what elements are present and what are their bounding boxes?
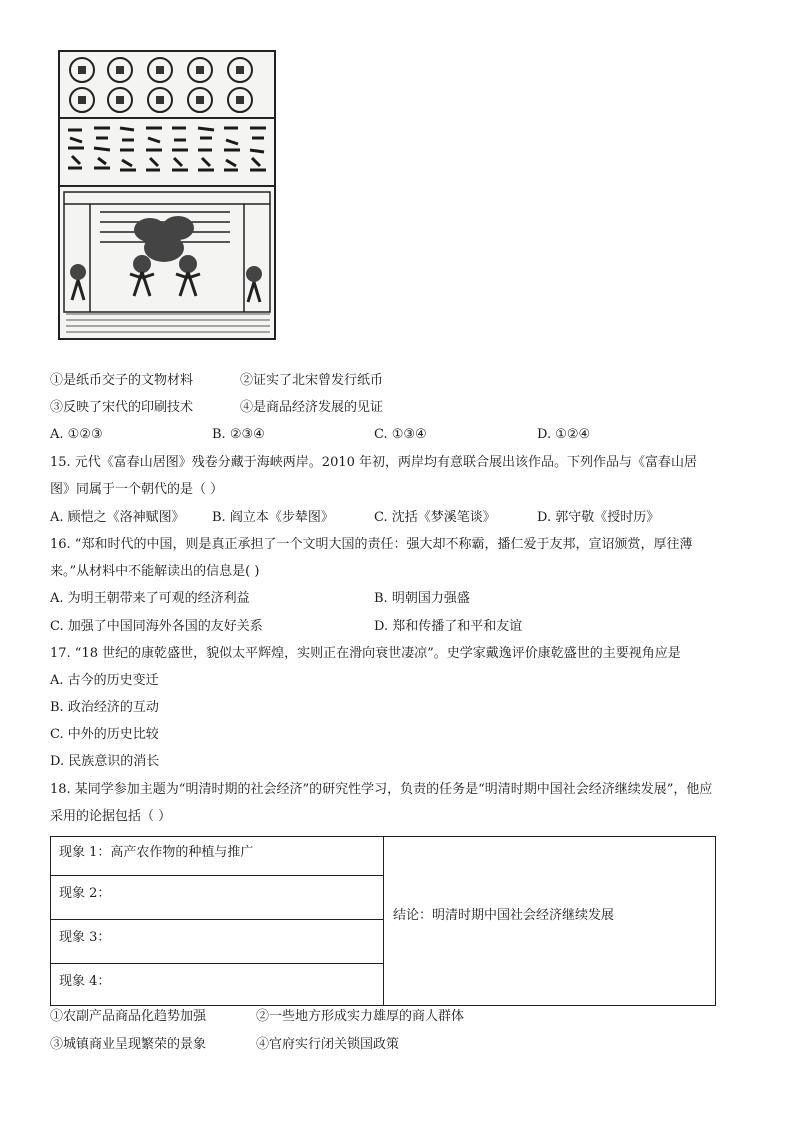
table-conclusion: 结论：明清时期中国社会经济继续发展: [393, 908, 615, 923]
table-phenomenon-4: 现象 4：: [59, 974, 111, 989]
q17-option-d[interactable]: D. 民族意识的消长: [50, 754, 160, 769]
q16-stem-line-1: 16. “郑和时代的中国，则是真正承担了一个文明大国的责任：强大却不称霸，播仁爱于友邦，宣诏颁赏，厚往薄: [50, 537, 693, 552]
q15-option-a[interactable]: A. 顾恺之《洛神赋图》: [50, 510, 185, 525]
q17-option-b[interactable]: B. 政治经济的互动: [50, 700, 159, 715]
q14-option-a[interactable]: A. ①②③: [50, 427, 103, 442]
q18-statement-4: ④官府实行闭关锁国政策: [256, 1037, 400, 1052]
q14-option-d[interactable]: D. ①②④: [537, 427, 591, 442]
q14-statement-1: ①是纸币交子的文物材料: [50, 373, 194, 388]
q15-option-b[interactable]: B. 阎立本《步辇图》: [212, 510, 334, 525]
table-phenomenon-1: 现象 1：高产农作物的种植与推广: [59, 845, 254, 860]
q17-stem: 17. “18 世纪的康乾盛世，貌似太平辉煌，实则正在滑向衰世凄凉”。史学家戴逸评价康乾盛世的主要视角应是: [50, 646, 681, 661]
jiaozi-print-illustration: [60, 52, 274, 338]
q16-option-c[interactable]: C. 加强了中国同海外各国的友好关系: [50, 619, 263, 634]
q16-stem-line-2: 来。”从材料中不能解读出的信息是( ): [50, 564, 260, 579]
q14-statement-4: ④是商品经济发展的见证: [240, 400, 384, 415]
q14-statement-3: ③反映了宋代的印刷技术: [50, 400, 194, 415]
q17-option-c[interactable]: C. 中外的历史比较: [50, 727, 159, 742]
q14-statement-2: ②证实了北宋曾发行纸币: [240, 373, 384, 388]
q18-stem-line-2: 采用的论据包括（ ）: [50, 809, 172, 824]
q16-option-d[interactable]: D. 郑和传播了和平和友谊: [374, 619, 523, 634]
q18-statement-3: ③城镇商业呈现繁荣的景象: [50, 1037, 207, 1052]
q16-option-b[interactable]: B. 明朝国力强盛: [374, 591, 470, 606]
q14-option-b[interactable]: B. ②③④: [212, 427, 265, 442]
q15-stem-line-1: 15. 元代《富春山居图》残卷分藏于海峡两岸。2010 年初，两岸均有意联合展出该作品。下列作品与《富春山居: [50, 455, 698, 470]
q18-stem-line-1: 18. 某同学参加主题为“明清时期的社会经济”的研究性学习，负责的任务是“明清时期中国社会经济继续发展”，他应: [50, 782, 713, 797]
q15-stem-line-2: 图》同属于一个朝代的是（ ）: [50, 482, 224, 497]
q17-option-a[interactable]: A. 古今的历史变迁: [50, 673, 159, 688]
evidence-table: [50, 836, 716, 1006]
jiaozi-banknote-image: [58, 50, 276, 340]
q18-statement-2: ②一些地方形成实力雄厚的商人群体: [256, 1009, 465, 1024]
table-phenomenon-3: 现象 3：: [59, 930, 111, 945]
q15-option-c[interactable]: C. 沈括《梦溪笔谈》: [374, 510, 496, 525]
q18-statement-1: ①农副产品商品化趋势加强: [50, 1009, 207, 1024]
table-phenomenon-2: 现象 2：: [59, 886, 111, 901]
q16-option-a[interactable]: A. 为明王朝带来了可观的经济利益: [50, 591, 250, 606]
q15-option-d[interactable]: D. 郭守敬《授时历》: [537, 510, 660, 525]
q14-option-c[interactable]: C. ①③④: [374, 427, 427, 442]
